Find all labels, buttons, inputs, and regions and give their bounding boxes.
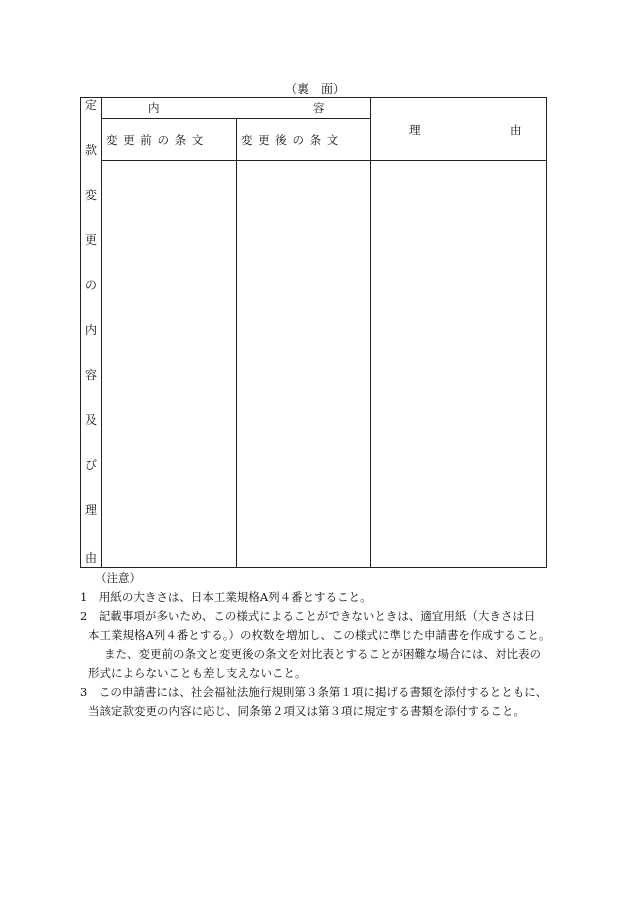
side-label-char: 由	[84, 551, 97, 565]
note-line: また、変更前の条文と変更後の条文を対比表とすることが困難な場合には、対比表の	[104, 647, 541, 661]
note-line: 3 この申請書には、社会福祉法施行規則第３条第１項に掲げる書類を添付するとともに、	[80, 685, 548, 699]
note-line: 当該定款変更の内容に応じ、同条第２項又は第３項に規定する書類を添付すること。	[88, 704, 525, 718]
content-reason-divider	[370, 97, 371, 568]
note-line: 形式によらないことも差し支えないこと。	[88, 666, 307, 680]
after-article-header: 変 更 後 の 条 文	[241, 133, 340, 147]
reason-header-left: 理	[409, 123, 421, 137]
page-label: （裏 面）	[284, 82, 345, 96]
notes-heading: （注意）	[95, 571, 141, 585]
side-label-char: 容	[84, 368, 97, 382]
header-bottom-line	[101, 160, 546, 161]
side-label-char: の	[84, 278, 97, 292]
side-label-char: 款	[84, 143, 97, 157]
content-header-left: 内	[148, 101, 160, 115]
side-label-char: 変	[84, 188, 97, 202]
side-label-char: 内	[84, 323, 97, 337]
content-header-underline	[101, 118, 370, 119]
side-label-char: び	[84, 458, 97, 472]
reason-header-right: 由	[510, 123, 522, 137]
note-line: 本工業規格A列４番とする。）の枚数を増加し、この様式に準じた申請書を作成すること。	[88, 628, 551, 642]
side-label-char: 理	[84, 503, 97, 517]
side-label-char: 定	[84, 98, 97, 112]
note-line: 2 記載事項が多いため、この様式によることができないときは、適宜用紙（大きさは日	[80, 609, 536, 623]
content-header-right: 容	[313, 101, 325, 115]
table-top-border	[80, 97, 546, 98]
note-line: 1 用紙の大きさは、日本工業規格A列４番とすること。	[80, 590, 372, 604]
before-article-header: 変 更 前 の 条 文	[106, 133, 205, 147]
table-right-border	[546, 97, 547, 568]
side-label-char: 更	[84, 233, 97, 247]
before-after-divider	[236, 118, 237, 568]
side-label-char: 及	[84, 413, 97, 427]
side-column-divider	[101, 97, 102, 568]
table-bottom-border	[80, 567, 546, 568]
